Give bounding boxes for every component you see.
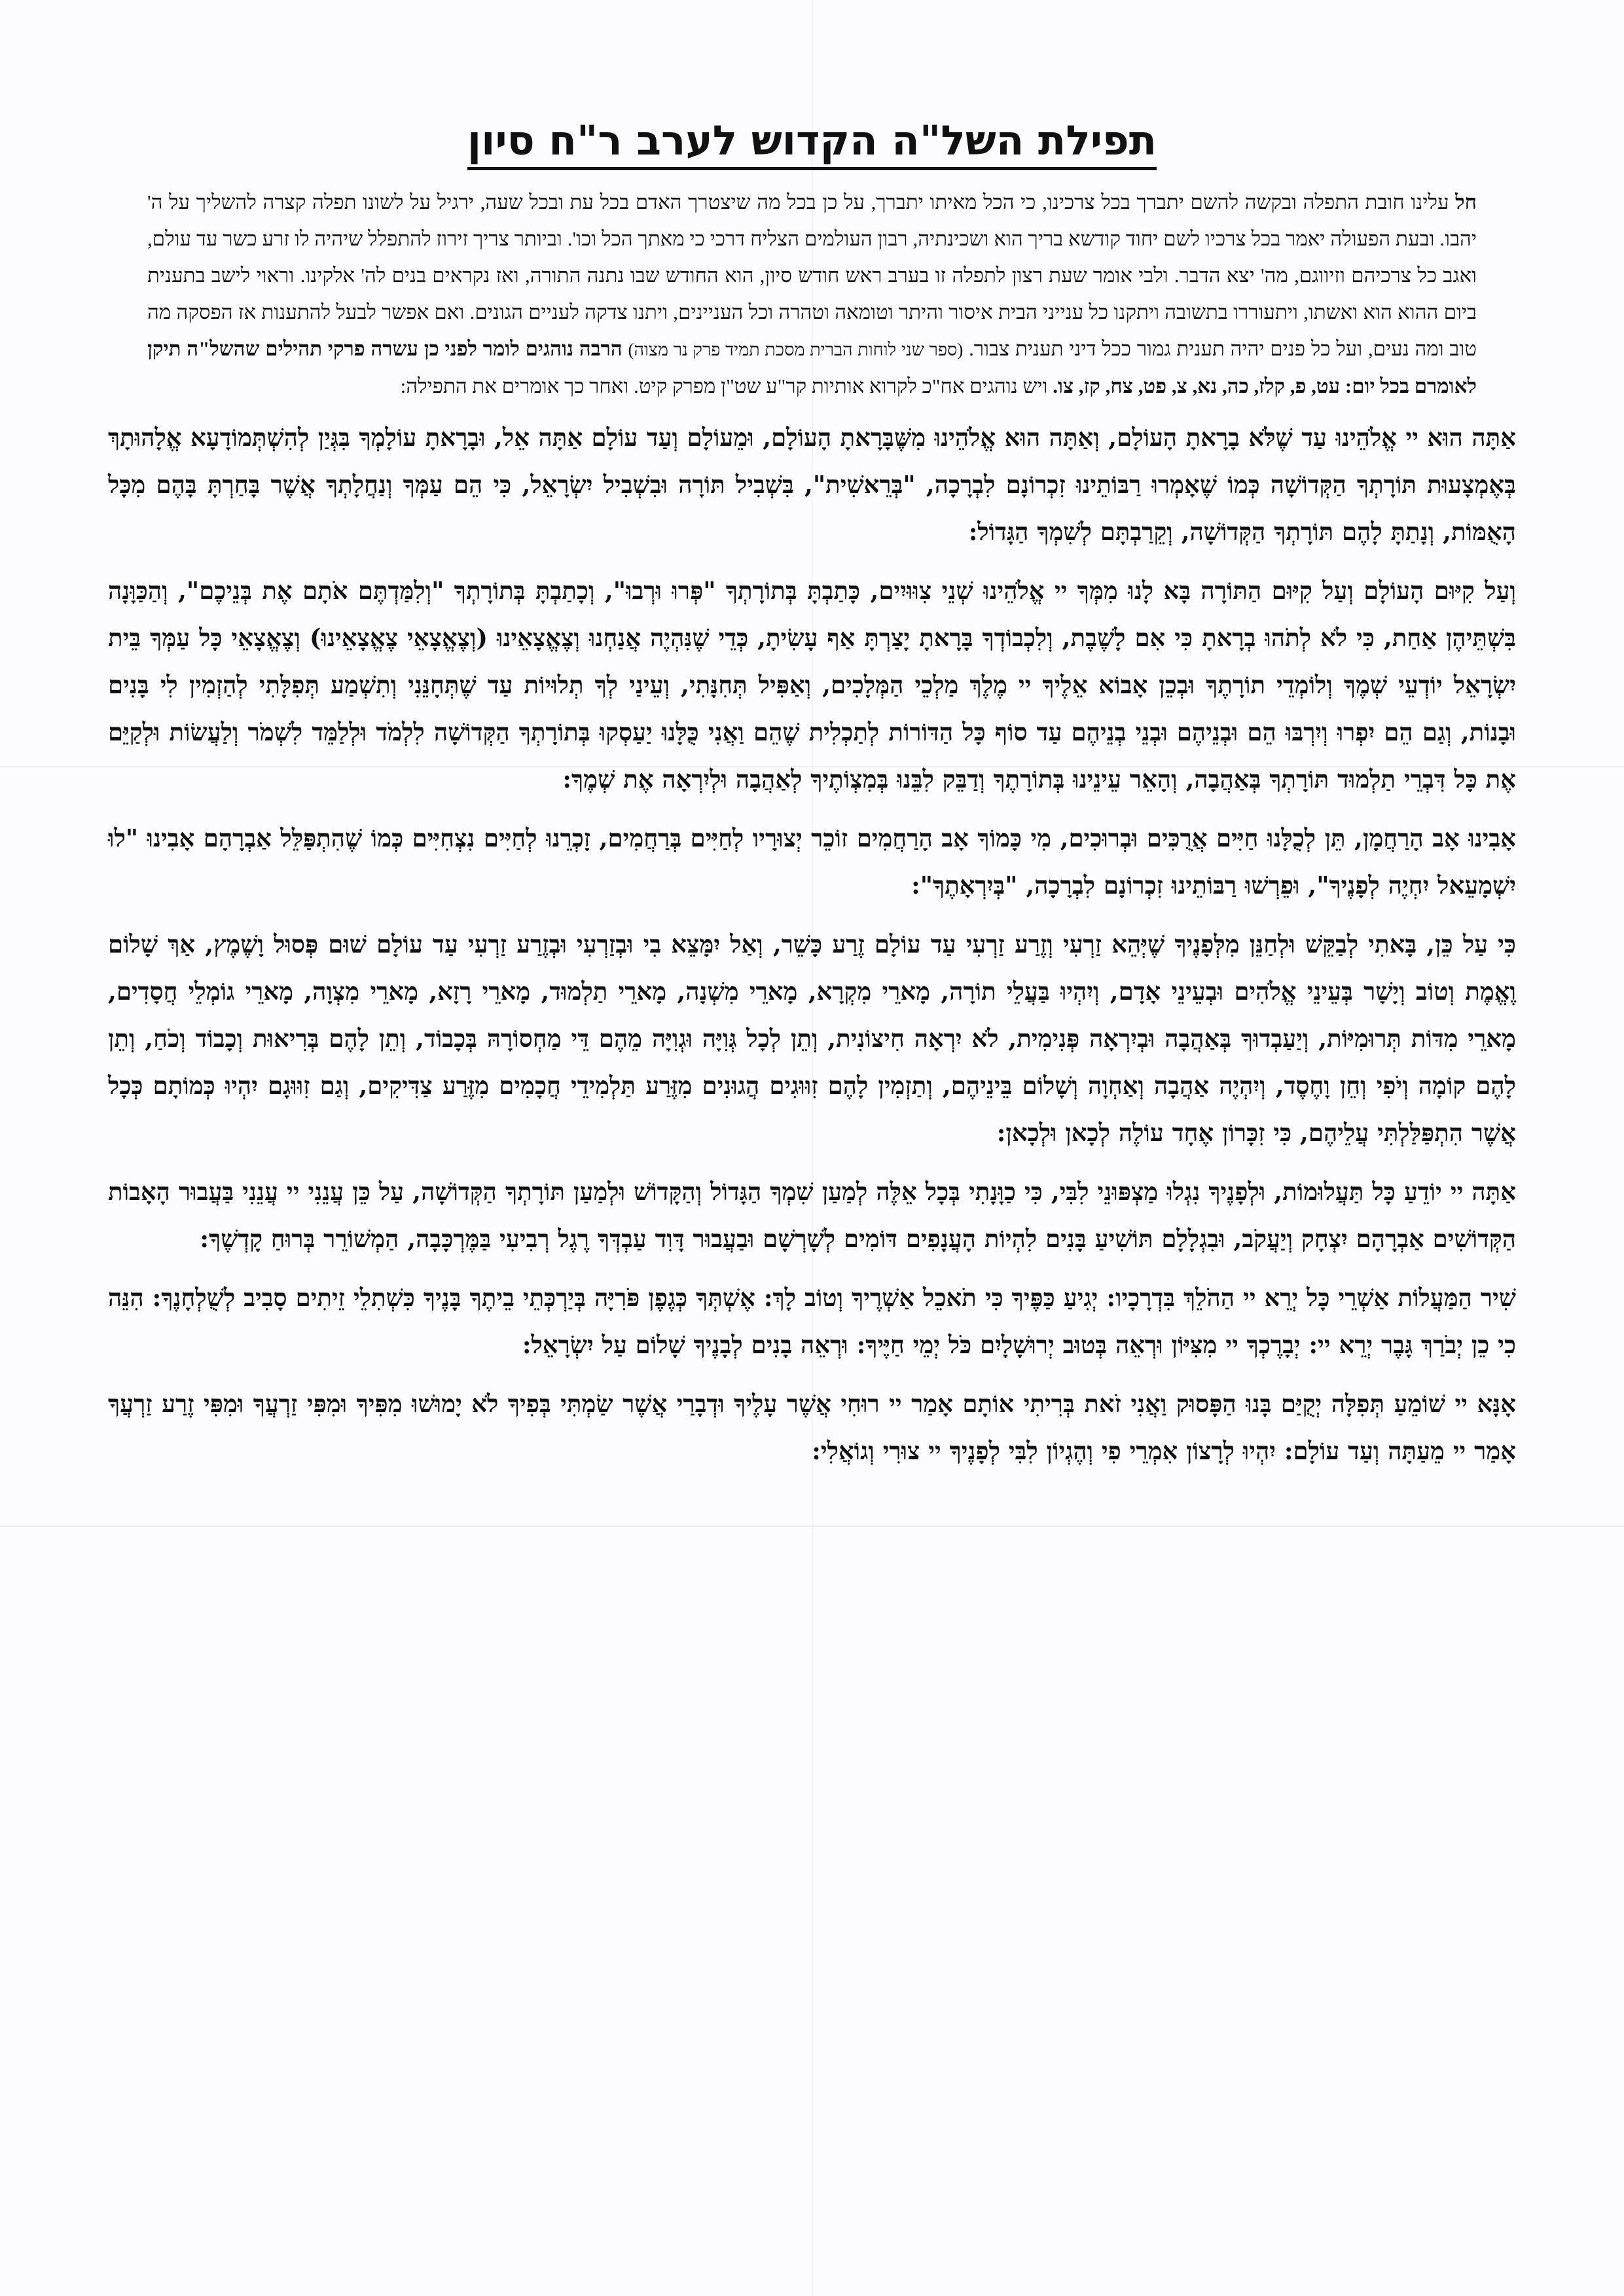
paper-fold-line xyxy=(812,0,813,2296)
closing-note: ויש נוהגים אח"כ לקרוא אותיות קר"ע שט"ן מפרק קיט. ואחר כך אומרים את התפילה: xyxy=(400,374,1048,397)
psalm-paragraph: שִׁיר הַמַּעֲלוֹת אַשְׁרֵי כָּל יְרֵא יי הַהֹלֵךְ בִּדְרָכָיו: יְגִיעַ כַּפֶּיךָ כִּי תֹאכֵל אַשְׁרֶיךָ וְטוֹב לָךְ: אֶשְׁתְּךָ כְּגֶפֶן פֹּרִיָּה בְּיַרְכְּתֵי בֵיתֶךָ בָּנֶיךָ כִּשְׁתִלֵי זֵיתִים סָבִיב לְשֻׁלְחָנֶךָ: הִנֵּה כִי כֵן יְבֹרַךְ גָּבֶר יְרֵא יי: יְבָרֶכְךָ יי מִצִּיּוֹן וּרְאֵה בְּטוּב יְרוּשָׁלָיִם כֹּל יְמֵי חַיֶּיךָ: וּרְאֵה בָנִים לְבָנֶיךָ שָׁלוֹם עַל יִשְׂרָאֵל: xyxy=(108,1283,1516,1359)
prayer-title: תפילת השל"ה הקדוש לערב ר"ח סיון xyxy=(108,115,1516,167)
prayer-paragraph: אַתָּה יי יוֹדֵעַ כָּל תַּעֲלוּמוֹת, וּלְפָנֶיךָ נִגְלוּ מַצְפּוּנֵי לִבִּי, כִּי כַוָּנָתִי בְּכָל אֵלֶּה לְמַעַן שִׁמְךָ הַגָּדוֹל וְהַקָּדוֹשׁ וּלְמַעַן תּוֹרָתְךָ הַקְּדוֹשָׁה, עַל כֵּן עֲנֵנִי יי עֲנֵנִי בַּעֲבוּר הָאָבוֹת הַקְּדוֹשִׁים אַבְרָהָם יִצְחָק וְיַעֲקֹב, וּבִגְלָלָם תּוֹשִׁיעַ בָּנִים לִהְיוֹת הָעֲנָפִים דּוֹמִים לְשָׁרְשָׁם וּבַעֲבוּר דָּוִד עַבְדְּךָ רֶגֶל רְבִיעִי בַּמֶּרְכָּבָה, הַמְשׁוֹרֵר בְּרוּחַ קָדְשֶׁךָ: xyxy=(108,1177,1516,1253)
prayer-paragraph: וְעַל קִיּוּם הָעוֹלָם וְעַל קִיּוּם הַתּוֹרָה בָּא לָנוּ מִמְּךָ יי אֱלֹהֵינוּ שְׁנֵי צִוּוּיִים, כָּתַבְתָּ בְּתוֹרָתְךָ "פְּרוּ וּרְבוּ", וְכָתַבְתָּ בְּתוֹרָתְךָ "וְלִמַּדְתֶּם אֹתָם אֶת בְּנֵיכֶם", וְהַכַּוָּנָה בִּשְׁתֵּיהֶן אַחַת, כִּי לֹא לְתֹהוּ בְרָאתָ כִּי אִם לָשֶׁבֶת, וְלִכְבוֹדְךָ בָּרָאתָ יָצַרְתָּ אַף עָשִׂיתָ, כְּדֵי שֶׁנִּהְיֶה אֲנַחְנוּ וְצֶאֱצָאֵינוּ (וְצֶאֱצָאֵי צֶאֱצָאֵינוּ) וְצֶאֱצָאֵי כָּל עַמְּךָ בֵּית יִשְׂרָאֵל יוֹדְעֵי שְׁמֶךָ וְלוֹמְדֵי תוֹרָתֶךָ וּבְכֵן אָבוֹא אֵלֶיךָ יי מֶלֶךְ מַלְכֵי הַמְּלָכִים, וְאַפִּיל תְּחִנָּתִי, וְעֵינַי לְךָ תְלוּיוֹת עַד שֶׁתְּחָנֵּנִי וְתִשְׁמַע תְּפִלָּתִי לְהַזְמִין לִי בָּנִים וּבָנוֹת, וְגַם הֵם יִפְרוּ וְיִרְבּוּ הֵם וּבְנֵיהֶם וּבְנֵי בְנֵיהֶם עַד סוֹף כָּל הַדּוֹרוֹת לְתַכְלִית שֶׁהֵם וַאֲנִי כֻּלָּנוּ יַעַסְקוּ בְּתוֹרָתְךָ הַקְּדוֹשָׁה לִלְמֹד וּלְלַמֵּד לִשְׁמֹר וְלַעֲשׂוֹת וּלְקַיֵּם אֶת כָּל דִּבְרֵי תַלְמוּד תּוֹרָתְךָ בְּאַהֲבָה, וְהָאֵר עֵינֵינוּ בְּתוֹרָתֶךָ וְדַבֵּק לִבֵּנוּ בְּמִצְוֹתֶיךָ לְאַהֲבָה וּלְיִרְאָה אֶת שְׁמֶךָ: xyxy=(108,576,1516,793)
prayer-paragraph: אַתָּה הוּא יי אֱלֹהֵינוּ עַד שֶׁלֹּא בָרָאתָ הָעוֹלָם, וְאַתָּה הוּא אֱלֹהֵינוּ מִשֶּׁבָּרָאתָ הָעוֹלָם, וּמֵעוֹלָם וְעַד עוֹלָם אַתָּה אֵל, וּבָרָאתָ עוֹלָמְךָ בִּגְּיַן לְהִשְׁתְּמוֹדָעָא אֱלָהוּתָךְ בְּאֶמְצָעוּת תּוֹרָתְךָ הַקְּדוֹשָׁה כְּמוֹ שֶׁאָמְרוּ רַבּוֹתֵינוּ זִכְרוֹנָם לִבְרָכָה, "בְּרֵאשִׁית", בִּשְׁבִיל תּוֹרָה וּבִשְׁבִיל יִשְׂרָאֵל, כִּי הֵם עַמְּךָ וְנַחֲלָתְךָ אֲשֶׁר בָּחַרְתָּ בָּהֶם מִכָּל הָאֻמּוֹת, וְנָתַתָּ לָהֶם תּוֹרָתְךָ הַקְּדוֹשָׁה, וְקֵרַבְתָּם לְשִׁמְךָ הַגָּדוֹל: xyxy=(108,423,1516,546)
prayer-paragraph: כִּי עַל כֵּן, בָּאתִי לְבַקֵּשׁ וּלְחַנֵּן מִלְּפָנֶיךָ שֶׁיְּהֵא זַרְעִי וְזֶרַע זַרְעִי עַד עוֹלָם זֶרַע כָּשֵׁר, וְאַל יִמָּצֵא בִי וּבְזַרְעִי וּבְזֶרַע זַרְעִי עַד עוֹלָם שׁוּם פְּסוּל וָשֶׁמֶץ, אַךְ שָׁלוֹם וֶאֱמֶת וְטוֹב וְיָשָׁר בְּעֵינֵי אֱלֹהִים וּבְעֵינֵי אָדָם, וְיִהְיוּ בַּעֲלֵי תוֹרָה, מָארֵי מִקְרָא, מָארֵי מִשְׁנָה, מָארֵי תַלְמוּד, מָארֵי רָזָא, מָארֵי מִצְוָה, מָארֵי גוֹמְלֵי חֲסָדִים, מָארֵי מִדּוֹת תְּרוּמִיּוֹת, וְיַעַבְדוּךָ בְּאַהֲבָה וּבְיִרְאָה פְּנִימִית, לֹא יִרְאָה חִיצוֹנִית, וְתֵן לְכָל גְּוִיָּה וּגְוִיָּה מֵהֶם דֵּי מַחְסוֹרָהּ בְּכָבוֹד, וְתֵן לָהֶם בְּרִיאוּת וְכָבוֹד וְכֹחַ, וְתֵן לָהֶם קוֹמָה וְיֹפִי וְחֵן וָחֶסֶד, וְיִהְיֶה אַהֲבָה וְאַחְוָה וְשָׁלוֹם בֵּינֵיהֶם, וְתַזְמִין לָהֶם זִוּוּגִים הֲגוּנִים מִזֶּרַע תַּלְמִידֵי חֲכָמִים מִזֶּרַע צַדִּיקִים, וְגַם זִוּוּגָם יִהְיוּ כְּמוֹתָם כְּכָל אֲשֶׁר הִתְפַּלַּלְתִּי עֲלֵיהֶם, כִּי זִכָּרוֹן אֶחָד עוֹלֶה לְכָאן וּלְכָאן: xyxy=(108,930,1516,1147)
prayer-paragraph: אָבִינוּ אָב הָרַחֲמָן, תֵּן לְכֻלָּנוּ חַיִּים אֲרֻכִּים וּבְרוּכִים, מִי כָּמוֹךָ אָב הָרַחֲמִים זוֹכֵר יְצוּרָיו לְחַיִּים בְּרַחֲמִים, זָכְרֵנוּ לְחַיִּים נִצְחִיִּים כְּמוֹ שֶׁהִתְפַּלֵּל אַבְרָהָם אָבִינוּ "לוּ יִשְׁמָעֵאל יִחְיֶה לְפָנֶיךָ", וּפֵרְשׁוּ רַבּוֹתֵינוּ זִכְרוֹנָם לִבְרָכָה, "בְּיִרְאָתֶךָ": xyxy=(108,824,1516,900)
intro-lead-word: חל xyxy=(1455,191,1477,213)
source-citation: (ספר שני לוחות הברית מסכת תמיד פרק נר מצוה) xyxy=(628,340,964,359)
psalms-note: הרבה נוהגים לומר לפני כן עשרה פרקי תהילים שהשל"ה תיקן לאומרם בכל יום: עט, פ, קלז, כה, נא, צ, פט, צח, קז, צו. xyxy=(147,337,1477,397)
intro-body: עלינו חובת התפלה ובקשה להשם יתברך בכל צרכינו, כי הכל מאיתו יתברך, על כן בכל מה שיצטרך האדם בכל עת ובכל שעה, ירגיל על לשונו תפלה קצרה להשליך על ה' יהבו. ובעת הפעולה יאמר בכל צרכיו לשם יחוד קודשא בריך הוא ושכינתיה, רבון העולמים הצליח דרכי כי מאתך הכל וכו'. וביותר צריך זירוז להתפלל שיהיה לו זרע כשר עד עולם, ואגב כל צרכיהם וזיווגם, מה' יצא הדבר. ולבי אומר שעת רצון לתפלה זו בערב ראש חודש סיון, הוא החודש שבו נתנה התורה, ואז נקראים בנים לה' אלקינו. וראוי לישב בתענית ביום ההוא הוא ואשתו, ויתעוררו בתשובה ויתקנו כל ענייני הבית איסור והיתר וטומאה וטהרה וכל העניינים, ויתנו צדקה לעניים הגונים. ואם אפשר לבעל להתענות אז הפסקה מה טוב ומה נעים, ועל כל פנים יהיה תענית גמור ככל דיני תענית צבור. xyxy=(147,191,1477,360)
prayer-paragraph: אָנָּא יי שׁוֹמֵעַ תְּפִלָּה יְקֻיַּם בָּנוּ הַפָּסוּק וַאֲנִי זֹאת בְּרִיתִי אוֹתָם אָמַר יי רוּחִי אֲשֶׁר עָלֶיךָ וּדְבָרַי אֲשֶׁר שַׂמְתִּי בְּפִיךָ לֹא יָמוּשׁוּ מִפִּיךָ וּמִפִּי זַרְעֲךָ וּמִפִּי זֶרַע זַרְעֲךָ אָמַר יי מֵעַתָּה וְעַד עוֹלָם: יִהְיוּ לְרָצוֹן אִמְרֵי פִי וְהֶגְיוֹן לִבִּי לְפָנֶיךָ יי צוּרִי וְגוֹאֲלִי: xyxy=(108,1389,1516,1465)
